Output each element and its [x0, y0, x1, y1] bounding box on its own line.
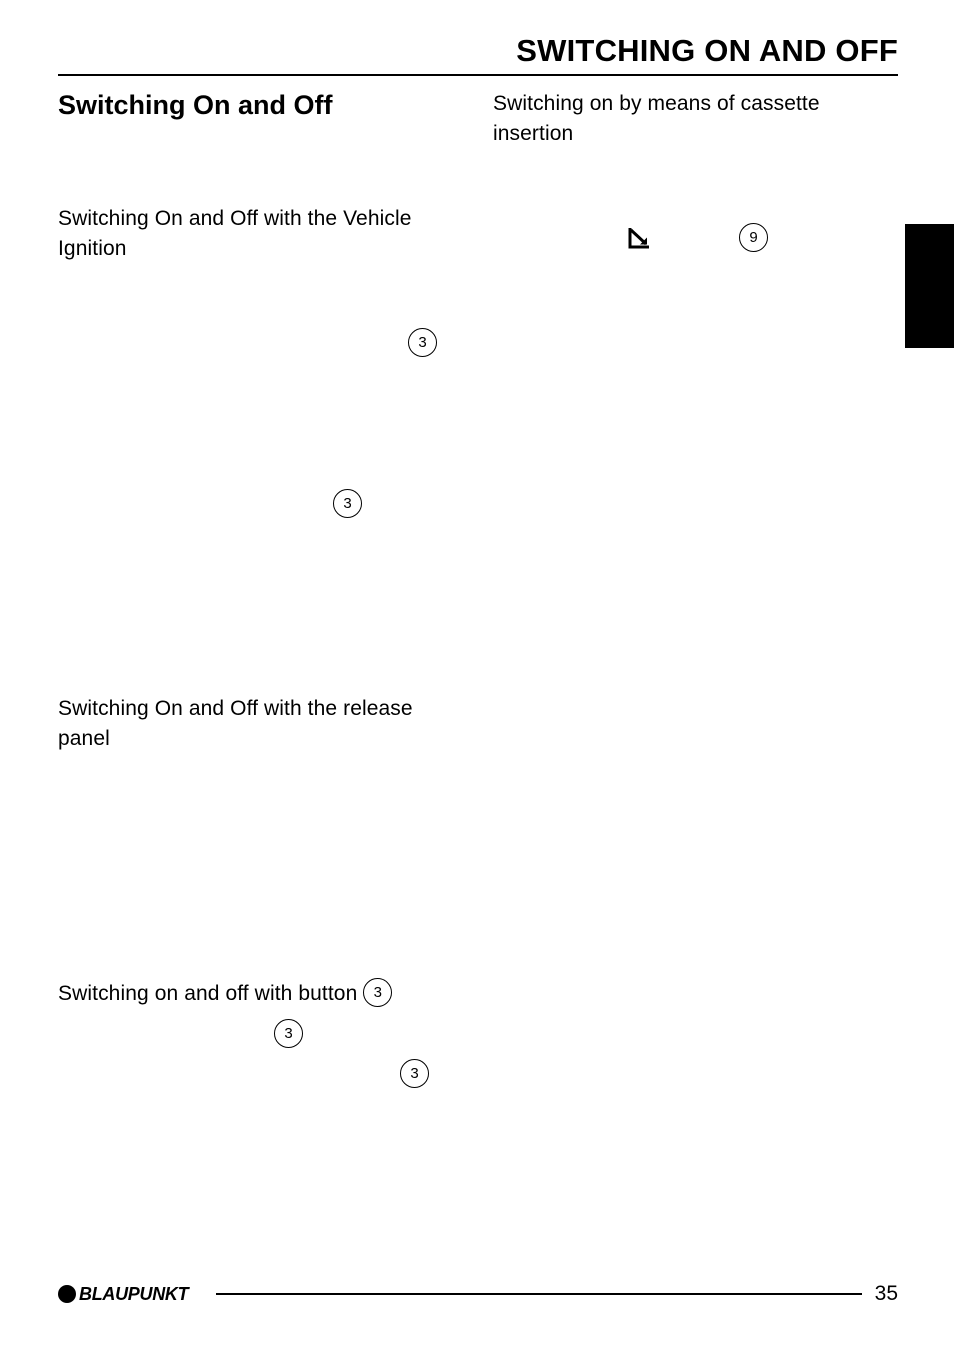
brand-name: BLAUPUNKT	[79, 1284, 189, 1304]
callout-number: 3	[408, 328, 437, 357]
language-tab-marker	[905, 224, 954, 348]
footer-divider	[216, 1293, 862, 1295]
button-heading	[58, 979, 478, 1009]
header-divider	[58, 74, 898, 76]
page-header-title: SWITCHING ON AND OFF	[516, 33, 898, 68]
eject-icon	[627, 226, 651, 250]
logo-dot-icon	[58, 1285, 76, 1303]
ignition-heading: Switching On and Off with the Vehicle Ignition	[58, 207, 412, 260]
button-heading-text: Switching on and off with button	[58, 982, 358, 1005]
callout-number: 3	[363, 978, 392, 1007]
callout-number: 3	[274, 1019, 303, 1048]
cassette-heading: Switching on by means of cassette insertion	[493, 92, 820, 145]
page-number: 35	[874, 1282, 898, 1305]
callout-number: 3	[333, 489, 362, 518]
brand-logo	[58, 1283, 188, 1305]
callout-number: 3	[400, 1059, 429, 1088]
section-title: Switching On and Off	[58, 90, 333, 120]
release-panel-heading: Switching On and Off with the release panel	[58, 697, 413, 750]
callout-number: 9	[739, 223, 768, 252]
